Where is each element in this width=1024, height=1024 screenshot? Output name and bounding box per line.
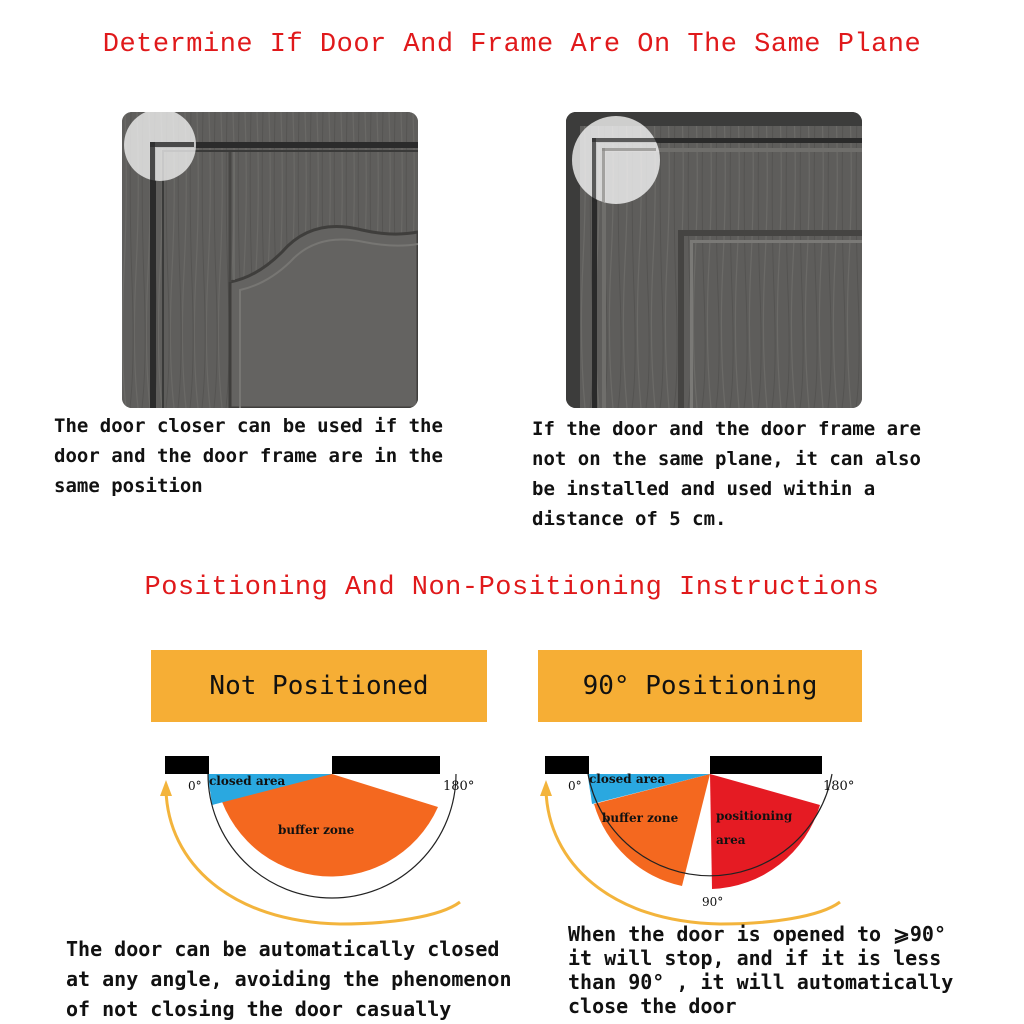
- note-90-positioning: [568, 922, 1018, 1018]
- buffer-zone-label: buffer zone: [602, 811, 679, 825]
- frame-bar-left: [165, 756, 209, 774]
- note-not-positioned-line1: The door can be automatically closed: [66, 937, 500, 961]
- door-bar: [332, 756, 440, 774]
- not-positioned-diagram: [150, 752, 490, 932]
- note-not-positioned: [66, 934, 546, 1024]
- heading-positioning-instructions: Positioning And Non-Positioning Instructions: [144, 573, 880, 603]
- angle-180-label: 180°: [823, 779, 855, 794]
- banner-not-positioned: [151, 650, 487, 722]
- heading-same-plane: Determine If Door And Frame Are On The Same Plane: [102, 30, 922, 60]
- caption-same-position: The door closer can be used if the door and the door frame are in the same position: [54, 415, 443, 497]
- banner-90-positioning: [538, 650, 862, 722]
- door-bar: [710, 756, 822, 774]
- angle-0-label: 0°: [188, 779, 202, 793]
- banner-90-positioning-label: 90° Positioning: [582, 671, 818, 701]
- door-frame-offset-photo: [566, 112, 862, 408]
- frame-bar-left: [545, 756, 589, 774]
- angle-0-label: 0°: [568, 779, 582, 793]
- door-frame-flush-photo: [122, 112, 418, 408]
- note-not-positioned-line2: at any angle, avoiding the phenomenon: [66, 967, 512, 991]
- angle-180-label: 180°: [443, 779, 475, 794]
- note-90-positioning-line3: than 90° , it will automatically: [568, 970, 954, 994]
- buffer-zone-label: buffer zone: [278, 823, 355, 837]
- angle-90-label: 90°: [702, 895, 724, 909]
- positioning-area-label-line2: area: [716, 833, 746, 847]
- note-90-positioning-line1: When the door is opened to ⩾90°: [568, 922, 946, 946]
- rotation-arrowhead: [540, 780, 552, 796]
- positioning-area-sector: [710, 774, 820, 889]
- caption-different-plane: If the door and the door frame are not on the same plane, it can also be installed and used within a distance of 5 cm.: [532, 418, 921, 530]
- closed-area-label: closed area: [589, 772, 666, 786]
- rotation-arrowhead: [160, 780, 172, 796]
- closed-area-label: closed area: [209, 774, 286, 788]
- note-not-positioned-line3: of not closing the door casually: [66, 997, 452, 1021]
- 90-positioning-diagram: [530, 752, 870, 932]
- positioning-area-label-line1: positioning: [716, 809, 793, 823]
- note-90-positioning-line4: close the door: [568, 994, 737, 1018]
- note-90-positioning-line2: it will stop, and if it is less: [568, 946, 942, 970]
- banner-not-positioned-label: Not Positioned: [209, 671, 429, 701]
